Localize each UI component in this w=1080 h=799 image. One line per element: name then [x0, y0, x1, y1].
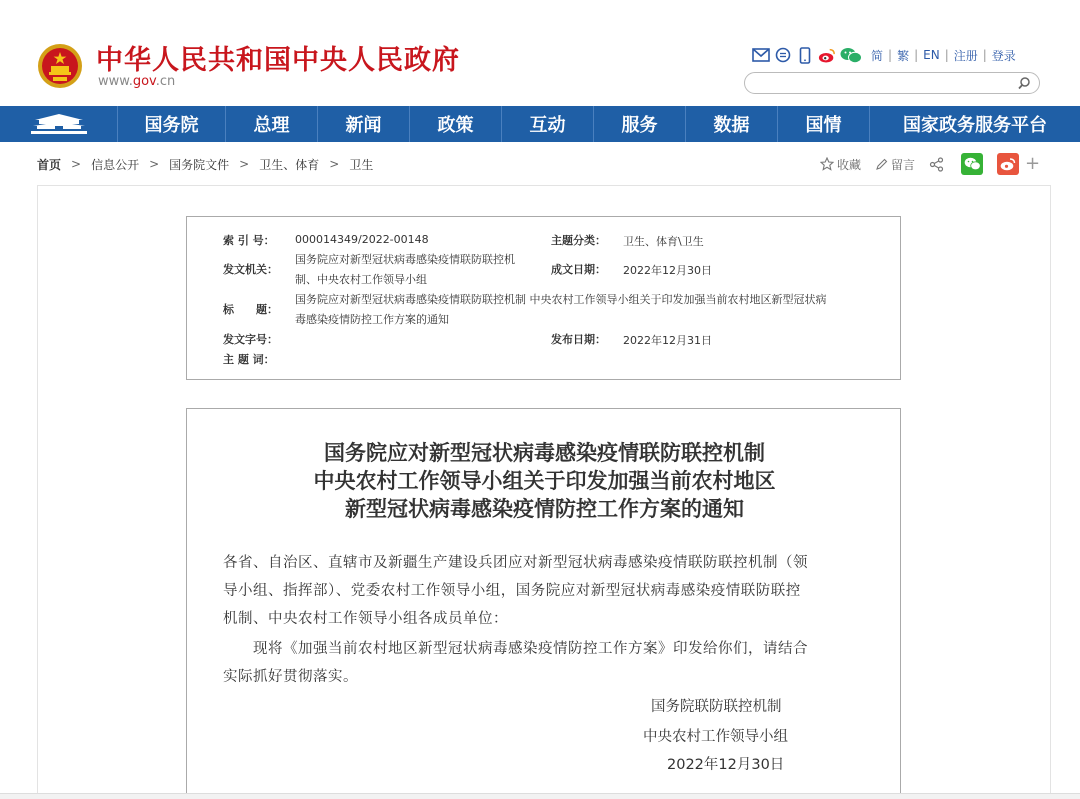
top-tools	[752, 45, 1021, 65]
signature-date: 2022年12月30日	[667, 757, 785, 773]
topic-label: 主题分类：	[551, 234, 606, 247]
paragraph-line: 实际抓好贯彻落实。	[223, 669, 358, 685]
nav-state-council[interactable]: 国务院	[118, 106, 226, 142]
message-icon[interactable]	[774, 46, 792, 64]
published-date-label: 发布日期：	[551, 333, 606, 346]
document-title	[187, 439, 902, 523]
nav-news[interactable]: 新闻	[318, 106, 410, 142]
breadcrumb-info-disclosure[interactable]: 信息公开	[91, 157, 140, 172]
issuer-value-line1: 国务院应对新型冠状病毒感染疫情联防联控机	[295, 253, 515, 266]
breadcrumb-separator: >	[71, 157, 82, 171]
paragraph-recipients	[223, 549, 868, 633]
lang-traditional-link[interactable]: 繁	[897, 48, 910, 63]
pencil-icon	[875, 158, 888, 171]
nav-home-button[interactable]	[0, 106, 118, 142]
site-title[interactable]: 中华人民共和国中央人民政府	[96, 45, 460, 76]
nav-national-conditions[interactable]: 国情	[778, 106, 870, 142]
nav-premier[interactable]: 总理	[226, 106, 318, 142]
index-number-label: 索 引 号：	[223, 234, 275, 247]
paragraph-line: 机制、中央农村工作领导小组各成员单位：	[223, 611, 508, 627]
national-emblem-icon[interactable]	[36, 42, 84, 90]
site-url-prefix: www.	[98, 74, 133, 89]
written-date-label: 成文日期：	[551, 263, 606, 276]
published-date-value: 2022年12月31日	[623, 334, 712, 347]
written-date-value: 2022年12月30日	[623, 264, 712, 277]
lang-simplified-link[interactable]: 简	[871, 48, 884, 63]
index-number-value: 000014349/2022-00148	[295, 233, 429, 246]
paragraph-notice	[223, 635, 868, 691]
nav-policy[interactable]: 政策	[410, 106, 502, 142]
signature-joint-mechanism: 国务院联防联控机制	[651, 699, 782, 715]
star-icon	[820, 157, 834, 171]
issuer-label: 发文机关：	[223, 263, 278, 276]
breadcrumb-home[interactable]: 首页	[37, 157, 62, 172]
wechat-icon[interactable]	[840, 46, 862, 64]
title-value-line2: 毒感染疫情防控工作方案的通知	[295, 313, 449, 326]
mobile-icon[interactable]	[796, 46, 814, 64]
breadcrumb-health[interactable]: 卫生	[349, 157, 374, 172]
issuer-value-line2: 制、中央农村工作领导小组	[295, 273, 427, 286]
wechat-icon	[964, 157, 981, 171]
site-url-domain: gov	[132, 74, 156, 89]
breadcrumb	[37, 156, 373, 172]
nav-services[interactable]: 服务	[594, 106, 686, 142]
wechat-share-button[interactable]	[961, 153, 983, 175]
breadcrumb-health-sports[interactable]: 卫生、体育	[259, 157, 320, 172]
separator: |	[888, 48, 893, 62]
site-header	[0, 0, 1080, 106]
nav-government-service-platform[interactable]: 国家政务服务平台	[903, 115, 1047, 136]
document-number-label: 发文字号：	[223, 333, 278, 346]
separator: |	[914, 48, 919, 62]
share-icon	[929, 157, 944, 172]
mail-icon[interactable]	[752, 46, 770, 64]
paragraph-line: 导小组、指挥部）、党委农村工作领导小组，国务院应对新型冠状病毒感染疫情联防联控	[223, 583, 801, 599]
document-title-line3: 新型冠状病毒感染疫情防控工作方案的通知	[345, 496, 744, 521]
separator: |	[982, 48, 987, 62]
main-nav	[0, 106, 1080, 142]
more-share-button[interactable]: +	[1025, 153, 1041, 174]
register-link[interactable]: 注册	[953, 48, 978, 63]
weibo-icon[interactable]	[818, 46, 836, 64]
document-title-line2: 中央农村工作领导小组关于印发加强当前农村地区	[313, 468, 776, 493]
breadcrumb-separator: >	[329, 157, 340, 171]
weibo-icon	[1000, 157, 1016, 171]
topic-value: 卫生、体育\卫生	[623, 235, 704, 248]
comment-button[interactable]	[875, 156, 915, 173]
share-toolbar	[820, 152, 1040, 176]
title-label: 标 题：	[223, 303, 278, 316]
separator: |	[944, 48, 949, 62]
paragraph-line: 各省、自治区、直辖市及新疆生产建设兵团应对新型冠状病毒感染疫情联防联控机制（领	[223, 555, 808, 571]
site-url[interactable]	[98, 74, 175, 89]
breadcrumb-separator: >	[239, 157, 250, 171]
document-metadata	[186, 216, 901, 380]
bottom-edge	[0, 793, 1080, 799]
favorite-label: 收藏	[837, 157, 862, 172]
paragraph-line: 现将《加强当前农村地区新型冠状病毒感染疫情防控工作方案》印发给你们，请结合	[253, 641, 808, 657]
nav-data[interactable]: 数据	[686, 106, 778, 142]
search-icon[interactable]	[1017, 76, 1031, 90]
breadcrumb-separator: >	[149, 157, 160, 171]
keywords-label: 主 题 词：	[223, 353, 275, 366]
weibo-share-button[interactable]	[997, 153, 1019, 175]
tiananmen-icon	[29, 112, 89, 136]
login-link[interactable]: 登录	[991, 48, 1016, 63]
search-input[interactable]	[744, 72, 1040, 94]
document-body	[186, 408, 901, 799]
title-value-line1: 国务院应对新型冠状病毒感染疫情联防联控机制 中央农村工作领导小组关于印发加强当前农村地区新型冠状病	[295, 293, 827, 306]
favorite-button[interactable]	[820, 156, 861, 173]
comment-label: 留言	[891, 157, 916, 172]
share-button[interactable]	[929, 157, 947, 172]
nav-interaction[interactable]: 互动	[502, 106, 594, 142]
breadcrumb-state-council-documents[interactable]: 国务院文件	[169, 157, 230, 172]
site-url-suffix: .cn	[155, 74, 176, 89]
document-title-line1: 国务院应对新型冠状病毒感染疫情联防联控机制	[324, 440, 765, 465]
signature-rural-work-group: 中央农村工作领导小组	[643, 729, 788, 745]
lang-english-link[interactable]: EN	[923, 48, 940, 62]
